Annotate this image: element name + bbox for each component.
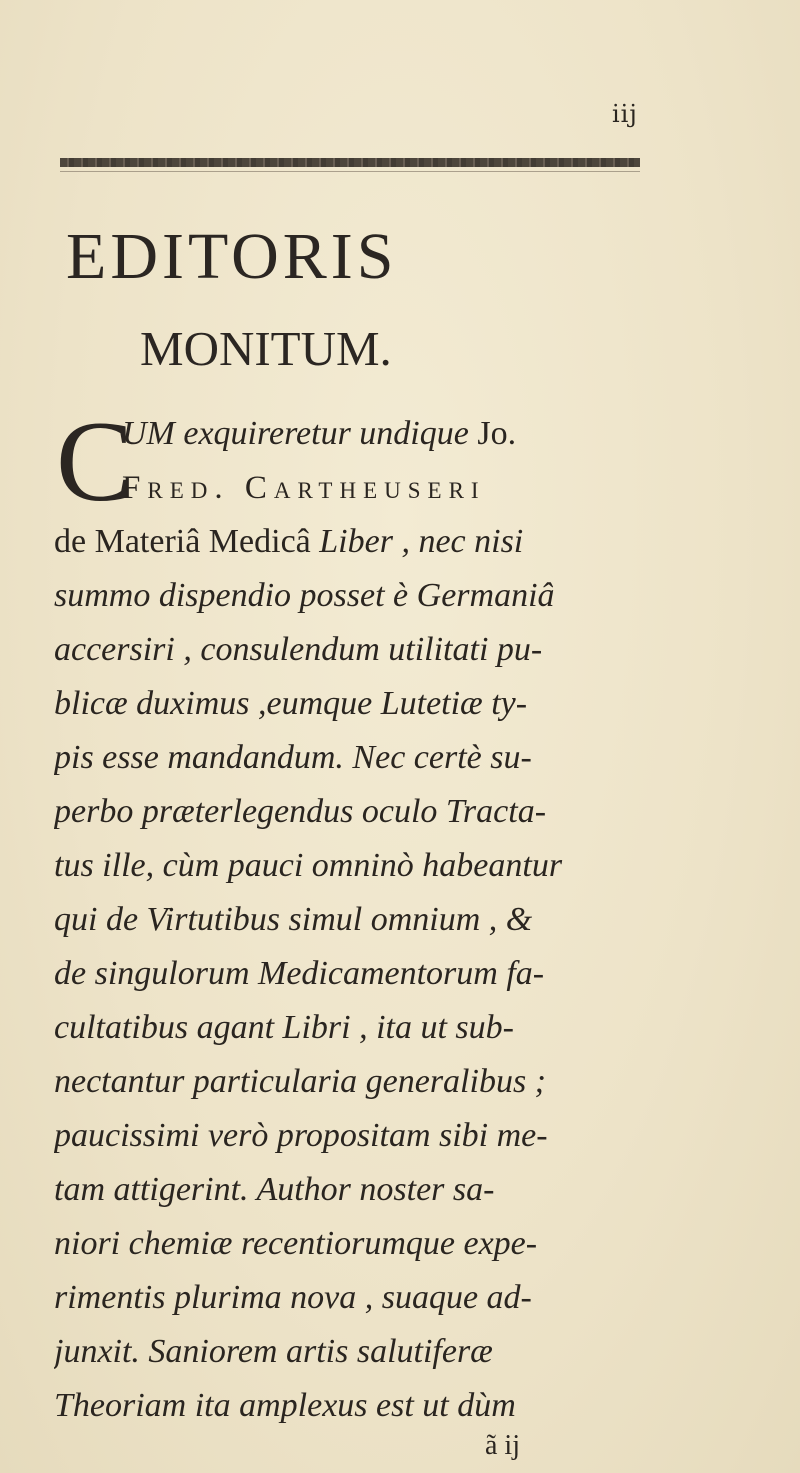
text-line: [54, 569, 646, 623]
text-line-italic: cultatibus agant Libri , ita ut sub-: [54, 1009, 514, 1046]
text-line: [54, 623, 646, 677]
text-line-roman: Jo.: [477, 415, 517, 452]
header-rule: [60, 158, 640, 167]
text-line-italic: niori chemiæ recentiorumque expe-: [54, 1225, 538, 1262]
text-line: [54, 1163, 646, 1217]
text-line: [54, 839, 646, 893]
text-line: [54, 1379, 646, 1433]
text-line-italic: nectantur particularia generalibus ;: [54, 1063, 547, 1100]
text-line: [54, 731, 646, 785]
text-line-italic: pis esse mandandum. Nec certè su-: [54, 739, 532, 776]
text-line: [54, 1325, 646, 1379]
header-rule-fine: [60, 171, 640, 172]
page-number: iij: [612, 100, 638, 128]
text-line: [54, 1109, 646, 1163]
text-line: [122, 407, 652, 461]
drop-cap: C: [56, 398, 134, 526]
text-line: [54, 785, 646, 839]
text-line: [54, 1055, 646, 1109]
text-line-italic: tus ille, cùm pauci omninò habeantur: [54, 847, 563, 884]
text-line-italic: qui de Virtutibus simul omnium , &: [54, 901, 533, 938]
signature-mark: ã ij: [485, 1430, 520, 1461]
text-line-italic: tam attigerint. Author noster sa-: [54, 1171, 495, 1208]
text-line-italic: perbo præterlegendus oculo Tracta-: [54, 793, 547, 830]
text-line: [54, 1271, 646, 1325]
text-line-roman: de Materiâ Medicâ: [54, 523, 320, 560]
text-line-italic: junxit. Saniorem artis salutiferæ: [54, 1333, 493, 1370]
text-line-smallcaps: Fred. Cartheuseri: [122, 470, 486, 506]
text-line-italic: Theoriam ita amplexus est ut dùm: [54, 1387, 516, 1424]
heading-editoris: EDITORIS: [66, 220, 398, 293]
text-line: [54, 677, 646, 731]
text-line: [54, 1217, 646, 1271]
text-line: [54, 1001, 646, 1055]
text-line-italic: de singulorum Medicamentorum fa-: [54, 955, 545, 992]
text-line-italic: paucissimi verò propositam sibi me-: [54, 1117, 548, 1154]
text-line: [122, 461, 652, 515]
text-line-italic: summo dispendio posset è Germaniâ: [54, 577, 555, 614]
text-line-italic: Liber , nec nisi: [319, 523, 524, 560]
text-line: [54, 947, 646, 1001]
text-line-italic: accersiri , consulendum utilitati pu-: [54, 631, 543, 668]
text-line-italic: UM exquireretur undique: [122, 415, 478, 452]
heading-monitum: MONITUM.: [140, 321, 392, 376]
text-line: [54, 893, 646, 947]
text-line-italic: rimentis plurima nova , suaque ad-: [54, 1279, 532, 1316]
text-line: [54, 515, 646, 569]
text-line-italic: blicæ duximus ,eumque Lutetiæ ty-: [54, 685, 528, 722]
